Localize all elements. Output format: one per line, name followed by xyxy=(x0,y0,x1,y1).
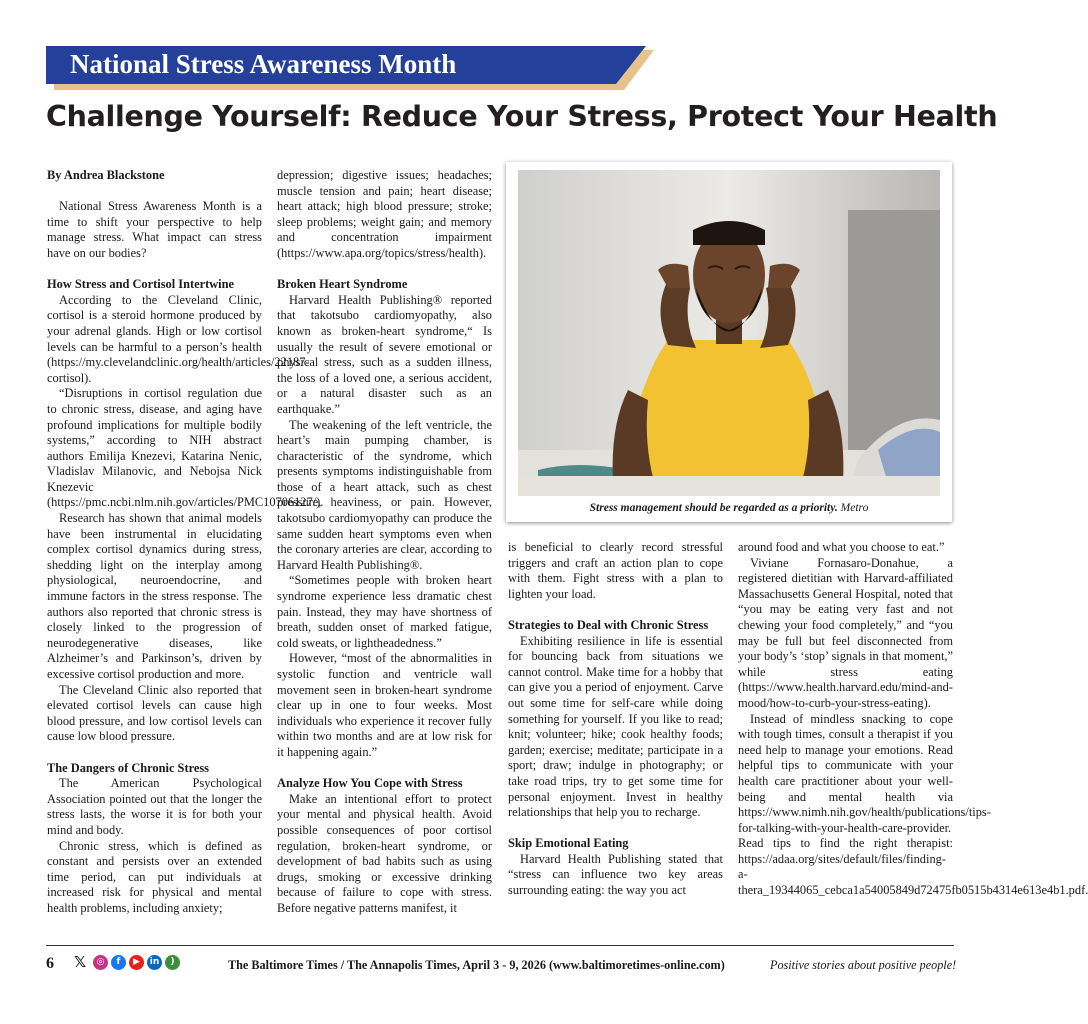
instagram-icon[interactable]: ◎ xyxy=(93,955,108,970)
x-icon[interactable]: 𝕏 xyxy=(74,953,87,971)
paragraph: “Disruptions in cortisol regulation due to chronic stress, disease, and aging have profound implications for multiple bodily systems,” according to NIH abstract authors Emilija Knezevi, Katarina Nenic, Vladislav Milanovic, and Nebojsa Nick Knezevic (https://pmc.ncbi.nlm.nih.gov/articles/PMC10706127/). xyxy=(47,386,324,510)
paragraph: Make an intentional effort to protect your mental and physical health. Avoid possible consequences of poor cortisol regulation, broken-heart syndrome, or development of bad habits such as using drugs, smoking or excessive drinking because of failure to cope with stress. Before negative patterns manifest, it xyxy=(277,791,492,915)
article-column-4 xyxy=(738,540,1088,899)
article-column-2 xyxy=(277,168,492,917)
paragraph: However, “most of the abnormalities in systolic function and ventricle wall movement seen in broken-heart syndrome clear up in one to four weeks. Most individuals who experience it recover fully within two months and are at low risk for it happening again.” xyxy=(277,651,492,759)
subheading: The Dangers of Chronic Stress xyxy=(47,760,209,775)
article-headline: Challenge Yourself: Reduce Your Stress, Protect Your Health xyxy=(46,100,998,133)
caption-text: Stress management should be regarded as a priority. xyxy=(589,502,838,514)
rss-icon[interactable]: ) xyxy=(165,955,180,970)
tagline: Positive stories about positive people! xyxy=(770,958,957,972)
paragraph: Instead of mindless snacking to cope with tough times, consult a therapist if you need help to manage your emotions. Read helpful tips to communicate with your health care practitioner about your well-being and mental health via https://www.nimh.nih.gov/health/publications/tips-for-talking-with-your-health-care-provider. Read tips to find the right therapist: https://adaa.org/sites/default/files/finding-a-thera_19344065_cebca1a54005849d72475fb0515b4314e613e4b1.pdf. xyxy=(738,711,1088,898)
paragraph: Viviane Fornasaro-Donahue, a registered dietitian with Harvard-affiliated Massachusetts General Hospital, noted that “you may be eating very fast and not chewing your food completely,” and “you may be full but feel disconnected from your body’s ‘stop’ signals in that moment,” while stress eating (https://www.health.harvard.edu/mind-and-mood/how-to-curb-your-stress-eating). xyxy=(738,555,953,710)
paragraph: National Stress Awareness Month is a time to shift your perspective to help manage stress. What impact can stress have on our bodies? xyxy=(47,199,262,260)
paragraph: “Sometimes people with broken heart syndrome experience less dramatic chest pain. Instead, they may have shortness of breath, sudden onset of marked fatigue, cold sweats, or lightheadedness.” xyxy=(277,573,492,650)
article-column-3 xyxy=(508,540,723,899)
subheading: Broken Heart Syndrome xyxy=(277,277,408,292)
subheading: Skip Emotional Eating xyxy=(508,836,629,851)
section-banner xyxy=(46,46,656,86)
facebook-icon[interactable]: f xyxy=(111,955,126,970)
paragraph: Harvard Health Publishing® reported that takotsubo cardiomyopathy, also known as broken-heart syndrome,“ Is usually the result of severe emotional or physical stress, such as a sudden illness, the loss of a loved one, a serious accident, or a natural disaster such as an earthquake.” xyxy=(277,292,492,416)
article-photo xyxy=(506,162,952,522)
paragraph: Chronic stress, which is defined as constant and persists over an extended time period, can put individuals at increased risk for physical and mental health problems, including anxiety; xyxy=(47,838,262,915)
page-number: 6 xyxy=(46,955,54,972)
linkedin-icon[interactable]: in xyxy=(147,955,162,970)
paragraph: depression; digestive issues; headaches; muscle tension and pain; heart disease; heart attack; high blood pressure; stroke; sleep problems; weight gain; and memory and concentration impairment (https://www.apa.org/topics/stress/health). xyxy=(277,168,492,260)
paragraph: Research has shown that animal models have been instrumental in elucidating complex cortisol dynamics during stress, shedding light on the interplay among physiological, neuroendocrine, and immune factors in the stress response. The authors also reported that chronic stress is closely linked to the progression of neurodegenerative diseases, like Alzheimer’s and Parkinson’s, driven by excessive cortisol production and more. xyxy=(47,511,262,681)
social-links xyxy=(74,953,180,971)
paragraph: is beneficial to clearly record stressful triggers and craft an action plan to cope with them. Fight stress with a plan to lighten your load. xyxy=(508,540,723,601)
photo-caption xyxy=(506,502,952,514)
youtube-icon[interactable]: ▶ xyxy=(129,955,144,970)
paragraph: Harvard Health Publishing stated that “stress can influence two key areas surrounding eating: the way you act xyxy=(508,851,723,898)
paragraph: According to the Cleveland Clinic, cortisol is a steroid hormone produced by your adrenal glands. High or low cortisol levels can be harmful to a person’s health (https://my.clevelandclinic.org/health/articles/22187-cortisol). xyxy=(47,292,310,385)
subheading: Strategies to Deal with Chronic Stress xyxy=(508,617,709,632)
paragraph: around food and what you choose to eat.” xyxy=(738,540,945,554)
subheading: Analyze How You Cope with Stress xyxy=(277,776,463,791)
photo-credit: Metro xyxy=(840,502,869,514)
footer-divider xyxy=(46,945,954,946)
publication-line: The Baltimore Times / The Annapolis Times, April 3 - 9, 2026 (www.baltimoretimes-online.com) xyxy=(228,958,725,972)
banner-title: National Stress Awareness Month xyxy=(70,49,457,79)
subheading: How Stress and Cortisol Intertwine xyxy=(47,277,235,292)
paragraph: The weakening of the left ventricle, the heart’s main pumping chamber, is characteristic of the syndrome, which presents symptoms indistinguishable from those of a heart attack, such as chest pressure, heaviness, or pain. However, takotsubo cardiomyopathy can produce the same sudden heart symptoms even when the coronary arteries are clear, according to Harvard Health Publishing®. xyxy=(277,417,492,572)
paragraph: The American Psychological Association pointed out that the longer the stress lasts, the worse it is for both your mind and body. xyxy=(47,776,262,837)
article-column-1 xyxy=(47,168,324,917)
paragraph: Exhibiting resilience in life is essential for bouncing back from situations we cannot control. Make time for a hobby that can give you a period of enjoyment. Carve out some time for self-care while doing something for yourself. If you like to read; knit; volunteer; hike; cook healthy foods; garden; exercise; meditate; participate in a sport; draw; indulge in photography; or take road trips, try to get some time for personal enjoyment. Invest in healthy relationships that help you to recharge. xyxy=(508,633,723,820)
stressed-man-illustration xyxy=(518,170,940,496)
byline: By Andrea Blackstone xyxy=(47,168,165,182)
paragraph: The Cleveland Clinic also reported that elevated cortisol levels can cause high blood pressure, and low cortisol levels can cause low blood pressure. xyxy=(47,682,262,744)
